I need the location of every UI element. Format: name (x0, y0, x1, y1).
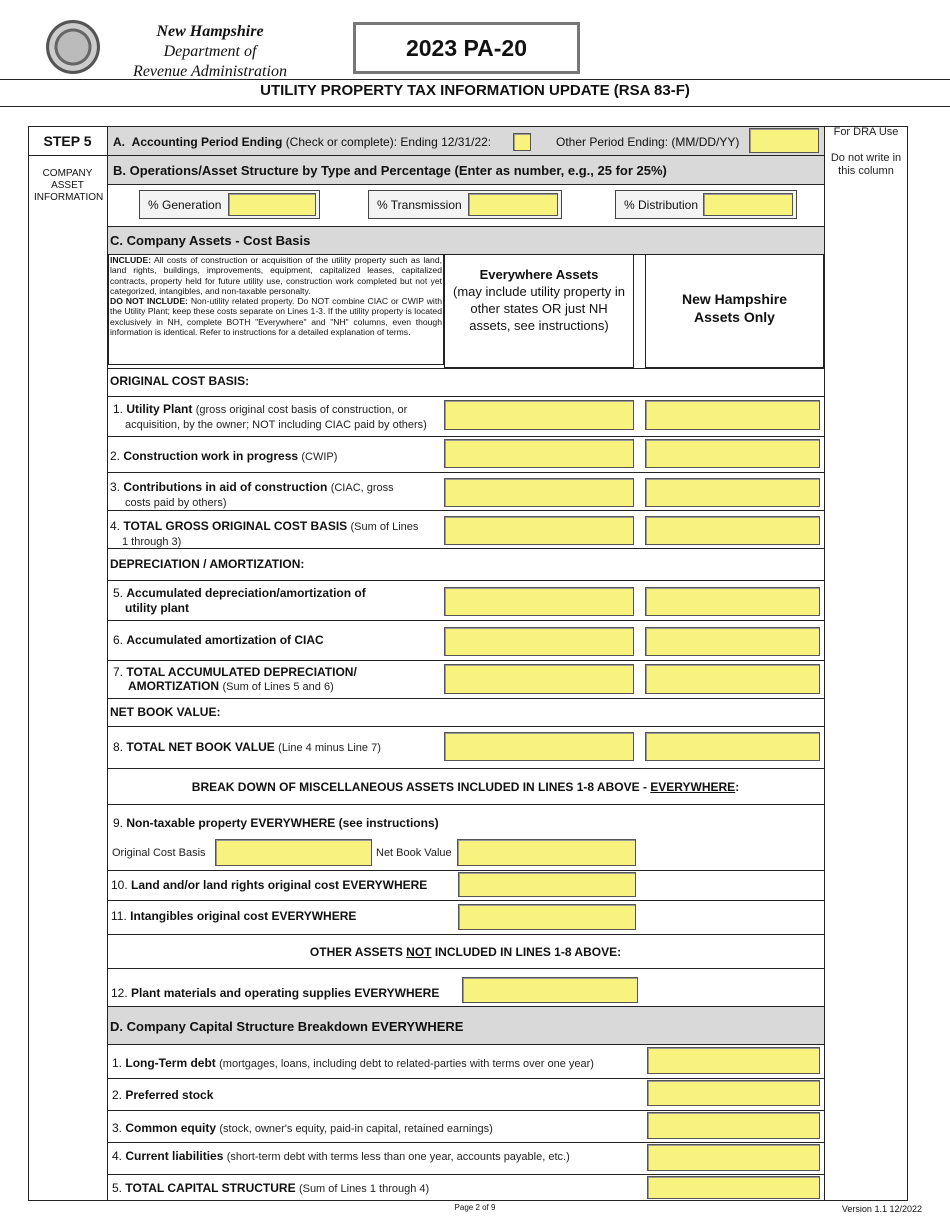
line-9-nbv-label: Net Book Value (376, 847, 452, 859)
transmission-input[interactable] (468, 193, 558, 216)
distribution-label: % Distribution (624, 198, 699, 212)
form-id (353, 22, 580, 74)
line-9-label: 9. Non-taxable property EVERYWHERE (see instructions) (113, 816, 439, 830)
nh-column-header: New Hampshire Assets Only (645, 254, 824, 368)
section-b-header: B. Operations/Asset Structure by Type and Percentage (Enter as number, e.g., 25 for 25%) (113, 163, 667, 178)
line-10-input[interactable] (458, 872, 636, 897)
ending-12-31-checkbox[interactable] (513, 133, 531, 151)
other-period-label: Other Period Ending: (MM/DD/YY) (556, 135, 740, 149)
line-5-everywhere-input[interactable] (444, 587, 634, 616)
d-line-4-label: 4. Current liabilities (short-term debt with terms less than one year, accounts payable, etc.) (112, 1149, 570, 1163)
transmission-label: % Transmission (377, 198, 462, 212)
step-label: STEP 5 (43, 133, 92, 149)
line-7-label: 7. TOTAL ACCUMULATED DEPRECIATION/ AMORTIZATION (Sum of Lines 5 and 6) (113, 665, 357, 693)
line-4-label: 4. TOTAL GROSS ORIGINAL COST BASIS (Sum of Lines 1 through 3) (110, 519, 419, 548)
line-10-label: 10. Land and/or land rights original cost EVERYWHERE (111, 878, 428, 892)
dra-use-label: For DRA Use (833, 126, 899, 138)
d-line-2-label: 2. Preferred stock (112, 1088, 214, 1102)
line-1-label: 1. Utility Plant (gross original cost basis of construction, or acquisition, by the owner; NOT including CIAC paid by others) (113, 402, 427, 431)
line-5-label: 5. Accumulated depreciation/amortization of utility plant (113, 586, 366, 615)
generation-input[interactable] (228, 193, 316, 216)
line-7-everywhere-input[interactable] (444, 664, 634, 694)
line-6-everywhere-input[interactable] (444, 627, 634, 656)
section-d-header: D. Company Capital Structure Breakdown EVERYWHERE (110, 1019, 464, 1034)
d-line-5-label: 5. TOTAL CAPITAL STRUCTURE (Sum of Lines 1 through 4) (112, 1181, 430, 1195)
accounting-period-label: A. Accounting Period Ending (Check or complete): Ending 12/31/22: (113, 135, 492, 149)
d-line-4-input[interactable] (647, 1144, 820, 1171)
line-2-label: 2. Construction work in progress (CWIP) (110, 449, 338, 463)
line-6-nh-input[interactable] (645, 627, 820, 656)
line-4-everywhere-input[interactable] (444, 516, 634, 545)
line-7-nh-input[interactable] (645, 664, 820, 694)
agency-dept: Department of (163, 43, 257, 60)
line-11-label: 11. Intangibles original cost EVERYWHERE (111, 909, 357, 923)
line-4-nh-input[interactable] (645, 516, 820, 545)
page-number: Page 2 of 9 (454, 1203, 496, 1212)
generation-label: % Generation (148, 198, 222, 212)
line-9-ocb-label: Original Cost Basis (112, 847, 206, 859)
other-period-input[interactable] (749, 128, 819, 153)
line-1-nh-input[interactable] (645, 400, 820, 430)
distribution-input[interactable] (703, 193, 793, 216)
agency-division: Revenue Administration (133, 63, 287, 80)
section-c-header: C. Company Assets - Cost Basis (110, 233, 311, 248)
state-seal-logo (46, 20, 100, 74)
line-9-nbv-input[interactable] (457, 839, 636, 866)
line-9-ocb-input[interactable] (215, 839, 372, 866)
d-line-3-input[interactable] (647, 1112, 820, 1139)
line-3-label: 3. Contributions in aid of construction (CIAC, gross costs paid by others) (110, 480, 394, 509)
d-line-1-label: 1. Long-Term debt (mortgages, loans, including debt to related-parties with terms over one year) (112, 1056, 594, 1070)
line-3-nh-input[interactable] (645, 478, 820, 507)
original-cost-label: ORIGINAL COST BASIS: (110, 374, 250, 388)
line-11-input[interactable] (458, 904, 636, 930)
line-3-everywhere-input[interactable] (444, 478, 634, 507)
form-id-text: 2023 PA-20 (405, 35, 528, 61)
agency-name: New Hampshire (156, 23, 264, 40)
line-8-everywhere-input[interactable] (444, 732, 634, 761)
line-5-nh-input[interactable] (645, 587, 820, 616)
line-12-label: 12. Plant materials and operating supplies EVERYWHERE (111, 986, 440, 1000)
net-book-value-label: NET BOOK VALUE: (110, 705, 221, 719)
line-8-nh-input[interactable] (645, 732, 820, 761)
everywhere-column-header: Everywhere Assets (may include utility property in other states OR just NH assets, see instructions) (444, 254, 634, 368)
line-2-nh-input[interactable] (645, 439, 820, 468)
line-8-label: 8. TOTAL NET BOOK VALUE (Line 4 minus Line 7) (113, 740, 381, 754)
d-line-1-input[interactable] (647, 1047, 820, 1074)
step-section-name: COMPANY ASSET INFORMATION (34, 168, 104, 203)
d-line-3-label: 3. Common equity (stock, owner's equity, paid-in capital, retained earnings) (112, 1121, 493, 1135)
depreciation-label: DEPRECIATION / AMORTIZATION: (110, 557, 305, 571)
line-2-everywhere-input[interactable] (444, 439, 634, 468)
version-label: Version 1.1 12/2022 (841, 1204, 922, 1214)
line-12-input[interactable] (462, 977, 638, 1003)
dra-note: Do not write in this column (830, 152, 902, 177)
other-assets-header: OTHER ASSETS NOT INCLUDED IN LINES 1-8 ABOVE: (309, 945, 622, 959)
d-line-5-input[interactable] (647, 1176, 820, 1199)
line-6-label: 6. Accumulated amortization of CIAC (113, 633, 324, 647)
line-1-everywhere-input[interactable] (444, 400, 634, 430)
breakdown-header: BREAK DOWN OF MISCELLANEOUS ASSETS INCLUDED IN LINES 1-8 ABOVE - EVERYWHERE: (191, 780, 740, 794)
d-line-2-input[interactable] (647, 1080, 820, 1106)
include-instructions: INCLUDE: All costs of construction or acquisition of the utility property such as land, land rights, buildings, improvements, equipment, capitalized leases, capitalized contracts, property held for future utility use, construction work completed but not yet categorized, intangibles, and non-taxable personalty. DO NOT INCLUDE: Non-utility related property. Do NOT combine CIAC or CWIP with the Utility Plant; keep these costs separate on Lines 1-3. If the utility property is located exclusively in NH, complete BOTH "Everywhere" and "NH" columns, even though information is identical. Refer to instructions for a detailed explanation of terms. (108, 255, 444, 365)
page-title: UTILITY PROPERTY TAX INFORMATION UPDATE (RSA 83-F) (260, 82, 690, 99)
